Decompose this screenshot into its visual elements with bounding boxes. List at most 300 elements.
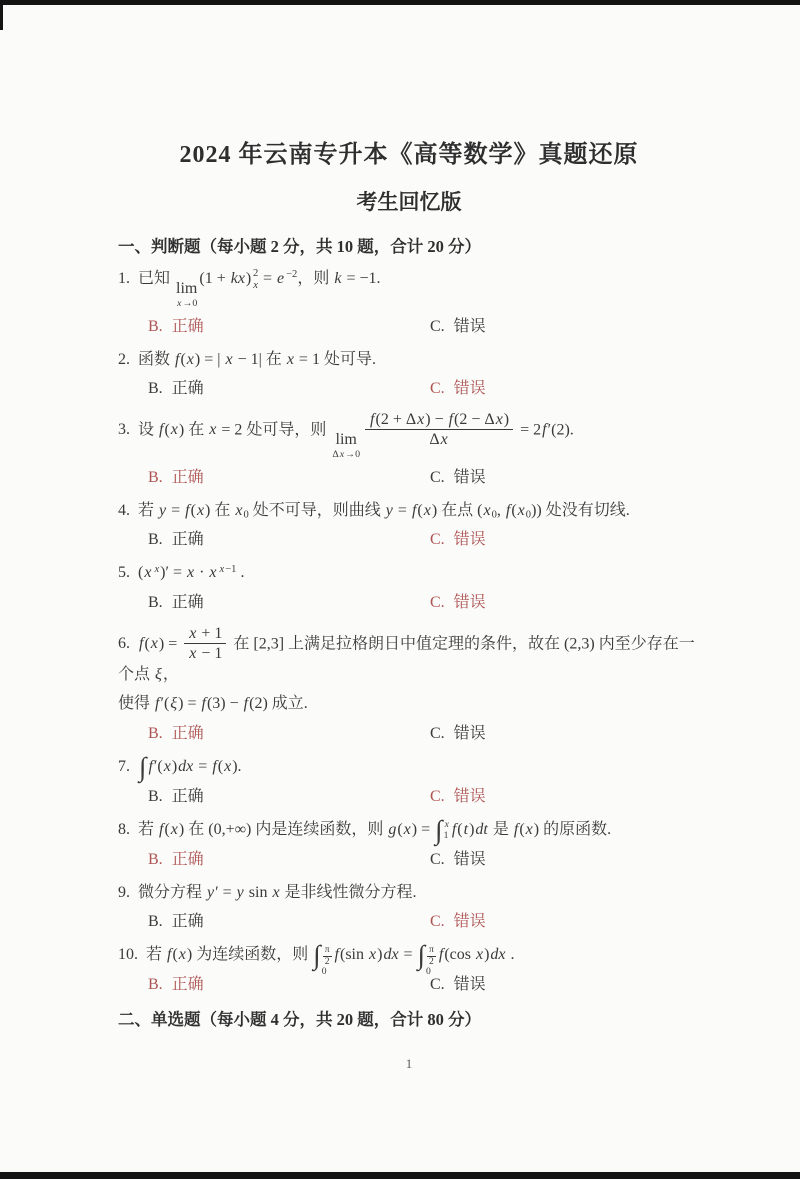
math-text: = 2 处可导，则 xyxy=(217,421,331,439)
math-variable: x xyxy=(189,645,197,662)
math-text: ). xyxy=(232,757,242,775)
math-text: 使得 xyxy=(118,695,155,713)
question-number: 4. xyxy=(118,502,130,520)
math-integral-bounds xyxy=(444,820,450,840)
question-item xyxy=(118,940,700,996)
question-item xyxy=(118,348,700,400)
question-stem xyxy=(118,499,700,522)
math-text: = −1. xyxy=(342,270,381,287)
math-variable: f xyxy=(185,502,190,520)
question-item xyxy=(118,881,700,933)
math-variable: x xyxy=(440,431,448,449)
math-variable: x xyxy=(272,883,280,901)
math-variable: x xyxy=(178,946,186,964)
option-label: C. xyxy=(430,468,445,486)
math-variable: f xyxy=(175,350,180,368)
math-variable: x xyxy=(369,946,377,964)
math-numerator xyxy=(365,410,513,429)
math-text: (3) − xyxy=(206,695,243,713)
option-label: B. xyxy=(148,787,163,805)
math-text: ，则 xyxy=(297,270,334,287)
math-text: ′( xyxy=(153,757,163,775)
answer-option-c xyxy=(430,528,486,551)
math-text: 若 xyxy=(138,820,159,838)
math-text: ( xyxy=(511,502,517,520)
math-variable: x xyxy=(286,350,294,368)
math-variable: dt xyxy=(475,820,488,838)
photo-corner-mark xyxy=(0,0,3,30)
math-variable: x xyxy=(495,411,503,429)
math-text: ) = | xyxy=(194,350,225,368)
math-variable: f xyxy=(167,946,172,964)
math-text: π xyxy=(429,944,434,956)
math-text: − 1 xyxy=(197,645,223,662)
option-text: 错误 xyxy=(453,913,486,931)
math-variable: f xyxy=(370,411,375,429)
math-text: = 2 xyxy=(516,421,542,439)
math-numerator xyxy=(323,945,332,955)
math-text: ( xyxy=(180,350,186,368)
math-variable: f xyxy=(243,695,249,713)
math-limit xyxy=(332,432,360,460)
math-variable: x xyxy=(186,350,194,368)
question-item xyxy=(118,561,700,613)
math-variable: x xyxy=(444,819,449,831)
math-text: )) 处没有切线. xyxy=(531,502,630,520)
math-integral-upper xyxy=(322,945,333,966)
math-text: − 1| 在 xyxy=(233,350,286,368)
math-limit-word: lim xyxy=(176,279,198,297)
answer-option-b xyxy=(148,973,430,996)
math-text: 设 xyxy=(138,421,159,439)
math-variable: f xyxy=(159,820,164,838)
option-label: C. xyxy=(430,724,445,742)
answer-option-b xyxy=(148,528,430,551)
answer-option-b xyxy=(148,466,430,489)
option-label: C. xyxy=(430,976,445,994)
section-heading-judgment: 一、判断题（每小题 2 分，共 10 题，合计 20 分） xyxy=(118,237,481,256)
math-variable: x xyxy=(209,564,217,582)
math-variable: ξ xyxy=(170,695,178,713)
math-variable: x xyxy=(189,624,197,642)
math-text: (sin xyxy=(340,946,368,964)
math-variable: x xyxy=(403,820,411,838)
math-stack-top xyxy=(253,269,258,280)
math-text: ) 在 (0,+∞) 内是连续函数，则 xyxy=(178,820,388,838)
answer-option-c xyxy=(430,377,486,400)
question-item xyxy=(118,267,700,338)
math-text: ) 在 xyxy=(205,502,235,520)
math-denominator xyxy=(184,643,226,663)
math-integral-upper xyxy=(426,945,437,966)
answer-option-c xyxy=(430,910,486,933)
math-text: ) xyxy=(171,757,178,775)
math-text: 0 xyxy=(525,509,532,521)
page-title: 2024 年云南专升本《高等数学》真题还原 xyxy=(179,142,639,168)
math-text: . xyxy=(236,564,245,582)
math-text: ) 为连续函数，则 xyxy=(186,946,313,964)
math-variable: f xyxy=(159,421,164,439)
math-fraction xyxy=(323,945,332,966)
math-variable: kx xyxy=(230,270,245,287)
math-variable: x xyxy=(224,757,232,775)
math-text: 0 xyxy=(491,509,497,521)
math-text: 0 xyxy=(321,965,327,977)
math-superscript xyxy=(152,564,160,575)
math-variable: x xyxy=(163,757,171,775)
math-text: 1 xyxy=(443,829,449,841)
math-text: (2 − Δ xyxy=(454,411,495,429)
math-text: ( xyxy=(138,564,144,582)
option-label: B. xyxy=(148,531,163,549)
math-variable: k xyxy=(334,270,342,287)
math-text: ( xyxy=(457,820,463,838)
math-variable: dx xyxy=(178,757,194,775)
math-text: ) 在 xyxy=(178,421,209,439)
option-text: 正确 xyxy=(171,531,204,549)
answer-option-c xyxy=(430,722,486,745)
question-stem xyxy=(118,881,700,904)
math-variable: x xyxy=(196,502,205,520)
math-variable: f xyxy=(448,411,454,429)
math-variable: f xyxy=(411,502,417,520)
math-text: π xyxy=(324,944,330,956)
math-variable: y xyxy=(236,883,244,901)
answer-option-c xyxy=(430,785,486,808)
option-label: C. xyxy=(430,379,445,397)
question-number: 5. xyxy=(118,564,130,582)
math-text: ) − xyxy=(425,411,448,429)
math-variable: g xyxy=(388,820,397,838)
math-text: 在 [2,3] 上满足拉格朗日中值定理的条件，故在 (2,3) 内至少存在一个点 xyxy=(118,635,695,684)
option-text: 错误 xyxy=(453,850,486,868)
math-text: ) xyxy=(245,270,252,287)
math-variable: y xyxy=(207,883,215,901)
math-integral xyxy=(139,751,147,782)
math-text: ′ = xyxy=(215,883,236,901)
question-stem xyxy=(118,267,700,309)
option-label: B. xyxy=(148,317,163,335)
math-fraction xyxy=(184,624,226,663)
math-text: = xyxy=(194,757,212,775)
page-number: 1 xyxy=(405,1056,413,1072)
math-text: 0 xyxy=(426,965,431,977)
math-stack xyxy=(252,269,259,291)
math-variable: x xyxy=(417,411,425,429)
math-text: ( xyxy=(164,820,170,838)
photo-bottom-edge xyxy=(0,1172,800,1179)
answer-option-c xyxy=(430,848,486,871)
question-number: 7. xyxy=(118,757,130,775)
option-text: 正确 xyxy=(171,913,204,931)
math-text: 若 xyxy=(146,946,167,964)
answer-options xyxy=(148,722,700,745)
math-variable: x xyxy=(177,297,182,309)
math-variable: x xyxy=(170,421,178,439)
math-text: ( xyxy=(397,820,403,838)
answer-options xyxy=(148,848,700,871)
question-number: 1. xyxy=(118,270,130,287)
math-numerator xyxy=(184,624,226,643)
math-text: −2 xyxy=(286,269,298,281)
question-stem xyxy=(118,751,700,782)
answer-options xyxy=(148,785,700,808)
answer-options xyxy=(148,973,700,996)
answer-option-b xyxy=(148,377,430,400)
option-label: B. xyxy=(148,850,163,868)
option-label: C. xyxy=(430,593,445,611)
math-variable: x xyxy=(154,563,160,575)
question-item xyxy=(118,410,700,489)
page-subtitle: 考生回忆版 xyxy=(356,190,462,214)
question-stem xyxy=(118,940,700,977)
question-number: 10. xyxy=(118,946,138,964)
math-text: 2 xyxy=(252,268,259,280)
answer-option-b xyxy=(148,910,430,933)
question-stem xyxy=(118,561,700,584)
answer-options xyxy=(148,466,700,489)
math-text: 2 xyxy=(324,955,330,967)
math-variable: f xyxy=(438,946,444,964)
math-text: ( xyxy=(417,502,423,520)
question-number: 9. xyxy=(118,883,130,901)
integral-icon: ∫ xyxy=(139,751,147,782)
math-text: + 1 xyxy=(197,624,223,642)
math-text: ) xyxy=(503,411,510,429)
math-limit xyxy=(176,281,197,309)
photo-top-edge xyxy=(0,0,800,5)
math-variable: f xyxy=(148,757,153,775)
option-label: B. xyxy=(148,724,163,742)
math-variable: t xyxy=(463,820,469,838)
option-text: 错误 xyxy=(453,724,486,742)
option-text: 错误 xyxy=(453,317,486,335)
math-stack-bottom xyxy=(252,281,259,292)
math-text: = xyxy=(258,270,276,287)
math-text: (cos xyxy=(444,946,475,964)
question-item xyxy=(118,814,700,871)
answer-option-b xyxy=(148,848,430,871)
math-text: (2 + Δ xyxy=(375,411,417,429)
math-fraction xyxy=(365,410,513,449)
question-stem xyxy=(118,814,700,845)
math-variable: f xyxy=(451,820,457,838)
math-integral-bounds xyxy=(321,944,333,977)
option-text: 正确 xyxy=(171,976,204,994)
math-text: . xyxy=(506,946,515,964)
option-label: C. xyxy=(430,787,445,805)
math-text: ， xyxy=(162,666,179,684)
math-variable: x xyxy=(150,635,158,653)
math-text: sin xyxy=(244,883,272,901)
answer-option-c xyxy=(430,466,486,489)
math-variable: f xyxy=(139,635,144,653)
math-superscript xyxy=(285,269,297,280)
integral-icon: ∫ xyxy=(435,814,443,845)
math-superscript xyxy=(218,564,237,575)
math-text: ( xyxy=(190,502,196,520)
math-variable: f xyxy=(201,695,206,713)
math-text: = 1 处可导. xyxy=(294,350,376,368)
option-label: B. xyxy=(148,976,163,994)
answer-option-c xyxy=(430,973,486,996)
math-integral xyxy=(313,940,332,977)
math-text: 若 xyxy=(138,502,159,520)
math-text: Δ xyxy=(332,448,339,460)
option-text: 错误 xyxy=(453,531,486,549)
question-number: 8. xyxy=(118,820,130,838)
answer-option-b xyxy=(148,315,430,338)
math-variable: x xyxy=(209,421,217,439)
math-text: Δ xyxy=(429,431,440,449)
option-text: 正确 xyxy=(171,787,204,805)
question-item xyxy=(118,751,700,808)
option-label: B. xyxy=(148,379,163,397)
option-text: 错误 xyxy=(453,976,486,994)
math-text: −1 xyxy=(225,563,237,575)
math-text: →0 xyxy=(182,297,198,309)
math-variable: x xyxy=(517,502,525,520)
math-integral-upper xyxy=(444,820,450,830)
math-variable: dx xyxy=(383,946,399,964)
math-denominator xyxy=(365,429,513,449)
math-integral-bounds xyxy=(426,944,437,977)
math-variable: x xyxy=(219,563,225,575)
math-variable: f xyxy=(513,820,519,838)
math-text: ( xyxy=(172,946,178,964)
math-text: ( xyxy=(519,820,525,838)
option-label: C. xyxy=(430,913,445,931)
question-stem xyxy=(118,624,700,687)
option-text: 正确 xyxy=(171,724,204,742)
math-text: (2) 成立. xyxy=(249,695,308,713)
math-integral xyxy=(417,940,437,977)
math-text: 2 xyxy=(429,955,434,967)
math-text: )′ = xyxy=(160,564,186,582)
math-text: = xyxy=(399,946,417,964)
math-variable: x xyxy=(186,564,195,582)
math-text: ′( xyxy=(160,695,170,713)
math-text: 已知 xyxy=(138,270,175,287)
math-text: ) = xyxy=(178,695,201,713)
math-text: ) 的原函数. xyxy=(533,820,612,838)
math-variable: e xyxy=(276,270,285,287)
answer-option-b xyxy=(148,785,430,808)
question-number: 6. xyxy=(118,635,130,653)
math-variable: f xyxy=(155,695,160,713)
option-text: 正确 xyxy=(171,379,204,397)
math-text: 是非线性微分方程. xyxy=(280,883,417,901)
option-text: 正确 xyxy=(171,850,204,868)
math-text: ) xyxy=(377,946,383,964)
math-fraction xyxy=(427,945,436,966)
math-variable: x xyxy=(483,502,491,520)
option-text: 正确 xyxy=(171,317,204,335)
question-stem xyxy=(118,348,700,371)
math-variable: x xyxy=(235,502,243,520)
option-text: 错误 xyxy=(453,379,486,397)
math-variable: dx xyxy=(490,946,506,964)
math-text: 0 xyxy=(243,509,249,521)
math-text: 处不可导，则曲线 xyxy=(248,502,385,520)
math-variable: y xyxy=(159,502,167,520)
math-text: 函数 xyxy=(138,350,175,368)
question-stem xyxy=(118,410,700,460)
math-variable: x xyxy=(225,350,233,368)
option-text: 错误 xyxy=(453,787,486,805)
option-label: B. xyxy=(148,468,163,486)
answer-options xyxy=(148,377,700,400)
math-text: →0 xyxy=(345,448,361,460)
math-text: ( xyxy=(217,757,224,775)
math-text: 微分方程 xyxy=(138,883,207,901)
math-variable: ξ xyxy=(155,666,162,684)
option-label: C. xyxy=(430,531,445,549)
math-variable: x xyxy=(144,564,152,582)
math-text: ( xyxy=(144,635,150,653)
math-variable: x xyxy=(475,946,484,964)
math-text: ) = xyxy=(158,635,182,653)
answer-option-b xyxy=(148,591,430,614)
question-stem-continued xyxy=(118,692,700,715)
math-variable: x xyxy=(170,820,178,838)
answer-option-c xyxy=(430,591,486,614)
math-text: , xyxy=(496,502,505,520)
math-text: (1 + xyxy=(199,270,230,287)
math-variable: f xyxy=(212,757,217,775)
question-number: 3. xyxy=(118,421,130,439)
answer-option-c xyxy=(430,315,486,338)
math-variable: x xyxy=(423,502,431,520)
math-text: 是 xyxy=(488,820,513,838)
integral-icon: ∫ xyxy=(417,940,426,971)
option-text: 错误 xyxy=(453,593,486,611)
math-integral xyxy=(435,814,450,845)
answer-options xyxy=(148,528,700,551)
math-variable: f xyxy=(542,421,547,439)
section-heading-single-choice: 二、单选题（每小题 4 分，共 20 题，合计 80 分） xyxy=(118,1010,481,1030)
question-number: 2. xyxy=(118,350,130,368)
question-item xyxy=(118,624,700,745)
math-variable: f xyxy=(505,502,511,520)
math-variable: x xyxy=(339,448,345,460)
math-limit-under xyxy=(176,299,197,309)
math-text: = xyxy=(393,502,411,520)
option-text: 正确 xyxy=(171,468,204,486)
answer-options xyxy=(148,591,700,614)
option-label: C. xyxy=(430,317,445,335)
answer-options xyxy=(148,910,700,933)
answer-options xyxy=(148,315,700,338)
math-limit-word: lim xyxy=(335,430,357,448)
option-text: 错误 xyxy=(453,468,486,486)
question-list xyxy=(118,267,700,996)
math-variable: y xyxy=(385,502,393,520)
math-variable: f xyxy=(334,946,339,964)
math-text: ) = xyxy=(411,820,435,838)
option-label: B. xyxy=(148,593,163,611)
math-text: ) 在点 ( xyxy=(431,502,483,520)
question-item xyxy=(118,499,700,551)
math-limit-under xyxy=(332,450,360,460)
math-variable: x xyxy=(525,820,533,838)
math-text: ) xyxy=(484,946,490,964)
math-integral-lower xyxy=(444,831,450,841)
integral-icon: ∫ xyxy=(313,940,321,971)
math-variable: x xyxy=(253,279,258,291)
option-label: B. xyxy=(148,913,163,931)
math-text: · xyxy=(195,564,209,582)
